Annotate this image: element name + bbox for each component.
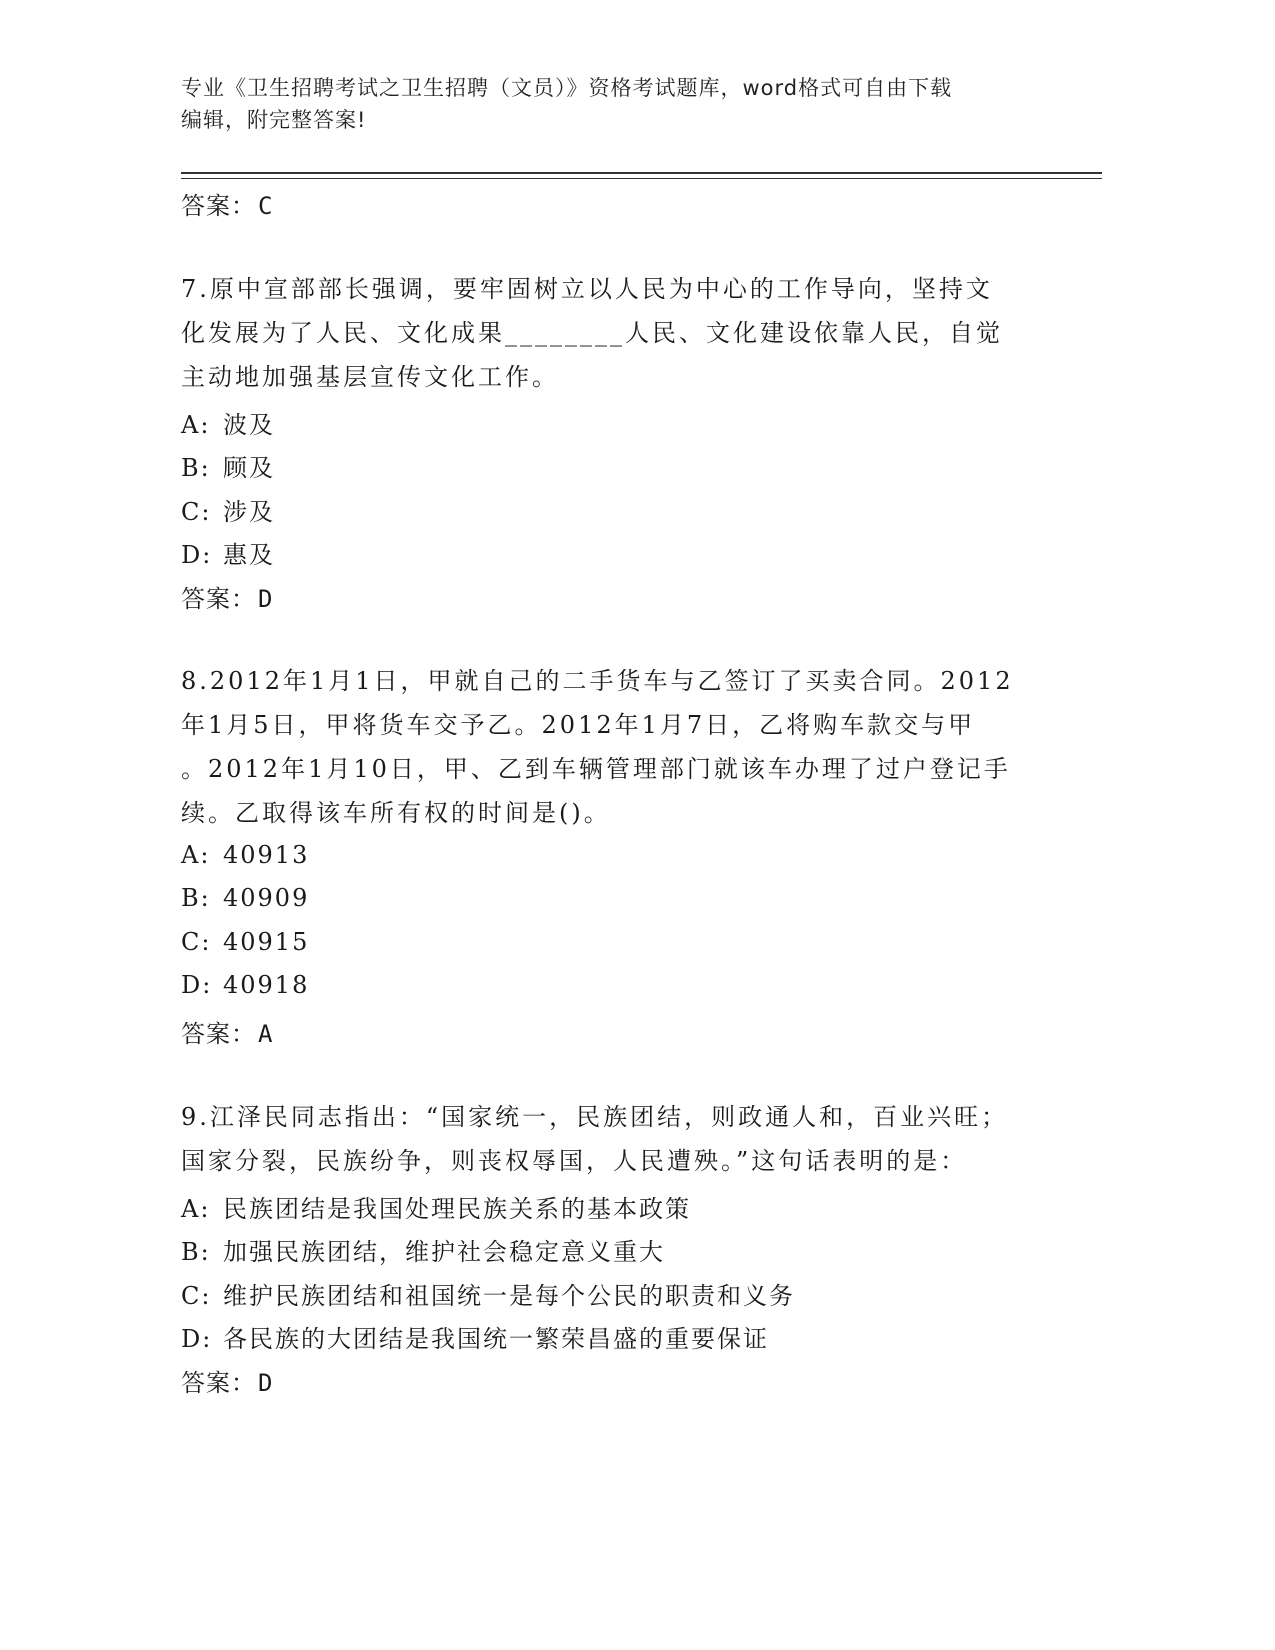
answer-prefix: 答案： (181, 1369, 256, 1397)
answer-value: C (258, 192, 274, 220)
question-8-answer (181, 1014, 273, 1049)
question-line: 8.2012年1月1日，甲就自己的二手货车与乙签订了买卖合同。2012 (181, 667, 1014, 695)
header-rule-thick (181, 172, 1102, 174)
question-7-answer (181, 579, 273, 614)
option-text: 顾及 (223, 454, 275, 482)
option-label: D: (181, 1325, 213, 1353)
question-8-option-b (181, 884, 309, 912)
answer-prefix: 答案： (181, 192, 256, 220)
answer-value: D (258, 1369, 274, 1397)
option-text: 40915 (223, 928, 310, 956)
option-label: A: (181, 841, 211, 869)
answer-prefix: 答案： (181, 585, 256, 613)
option-text: 涉及 (223, 498, 275, 526)
option-label: B: (181, 454, 211, 482)
option-text: 各民族的大团结是我国统一繁荣昌盛的重要保证 (223, 1325, 769, 1353)
option-text: 40913 (223, 841, 310, 869)
question-8-option-c (181, 928, 309, 956)
question-7-option-a (181, 405, 275, 440)
document-header (181, 72, 1061, 136)
question-7 (181, 267, 1061, 399)
question-7-option-b (181, 448, 275, 483)
option-label: C: (181, 498, 212, 526)
option-label: A: (181, 1195, 211, 1223)
question-9-option-d (181, 1319, 769, 1354)
prev-answer (181, 186, 273, 221)
question-8 (181, 659, 1061, 835)
question-9 (181, 1095, 1061, 1183)
answer-prefix: 答案： (181, 1020, 256, 1048)
option-text: 40909 (223, 884, 310, 912)
header-line-1: 专业《卫生招聘考试之卫生招聘（文员）》资格考试题库，word格式可自由下载 (181, 76, 953, 100)
option-text: 波及 (223, 411, 275, 439)
question-9-option-b (181, 1232, 665, 1267)
option-text: 维护民族团结和祖国统一是每个公民的职责和义务 (223, 1282, 795, 1310)
question-7-option-c (181, 492, 275, 527)
question-7-option-d (181, 535, 275, 570)
question-line: 续。乙取得该车所有权的时间是()。 (181, 799, 611, 827)
question-line: 化发展为了人民、文化成果________人民、文化建设依靠人民，自觉 (181, 319, 1003, 347)
question-9-option-c (181, 1276, 795, 1311)
header-rule-thin (181, 178, 1102, 179)
option-label: C: (181, 1282, 212, 1310)
answer-value: A (258, 1020, 274, 1048)
option-text: 40918 (223, 971, 310, 999)
option-text: 民族团结是我国处理民族关系的基本政策 (223, 1195, 691, 1223)
option-label: A: (181, 411, 211, 439)
question-line: 主动地加强基层宣传文化工作。 (181, 363, 559, 391)
option-label: C: (181, 928, 212, 956)
option-text: 惠及 (223, 541, 275, 569)
question-line: 年1月5日，甲将货车交予乙。2012年1月7日，乙将购车款交与甲 (181, 711, 976, 739)
question-line: 9.江泽民同志指出：“国家统一，民族团结，则政通人和，百业兴旺； (181, 1103, 1009, 1131)
option-label: D: (181, 971, 213, 999)
question-line: 。2012年1月10日，甲、乙到车辆管理部门就该车办理了过户登记手 (181, 755, 1011, 783)
question-8-option-a (181, 841, 309, 869)
option-text: 加强民族团结，维护社会稳定意义重大 (223, 1238, 665, 1266)
header-line-2: 编辑，附完整答案! (181, 108, 367, 132)
question-line: 国家分裂，民族纷争，则丧权辱国，人民遭殃。”这句话表明的是： (181, 1147, 968, 1175)
option-label: B: (181, 1238, 211, 1266)
option-label: B: (181, 884, 211, 912)
answer-value: D (258, 585, 274, 613)
question-9-option-a (181, 1189, 691, 1224)
question-line: 7.原中宣部部长强调，要牢固树立以人民为中心的工作导向，坚持文 (181, 275, 993, 303)
question-8-option-d (181, 971, 309, 999)
question-9-answer (181, 1363, 273, 1398)
option-label: D: (181, 541, 213, 569)
